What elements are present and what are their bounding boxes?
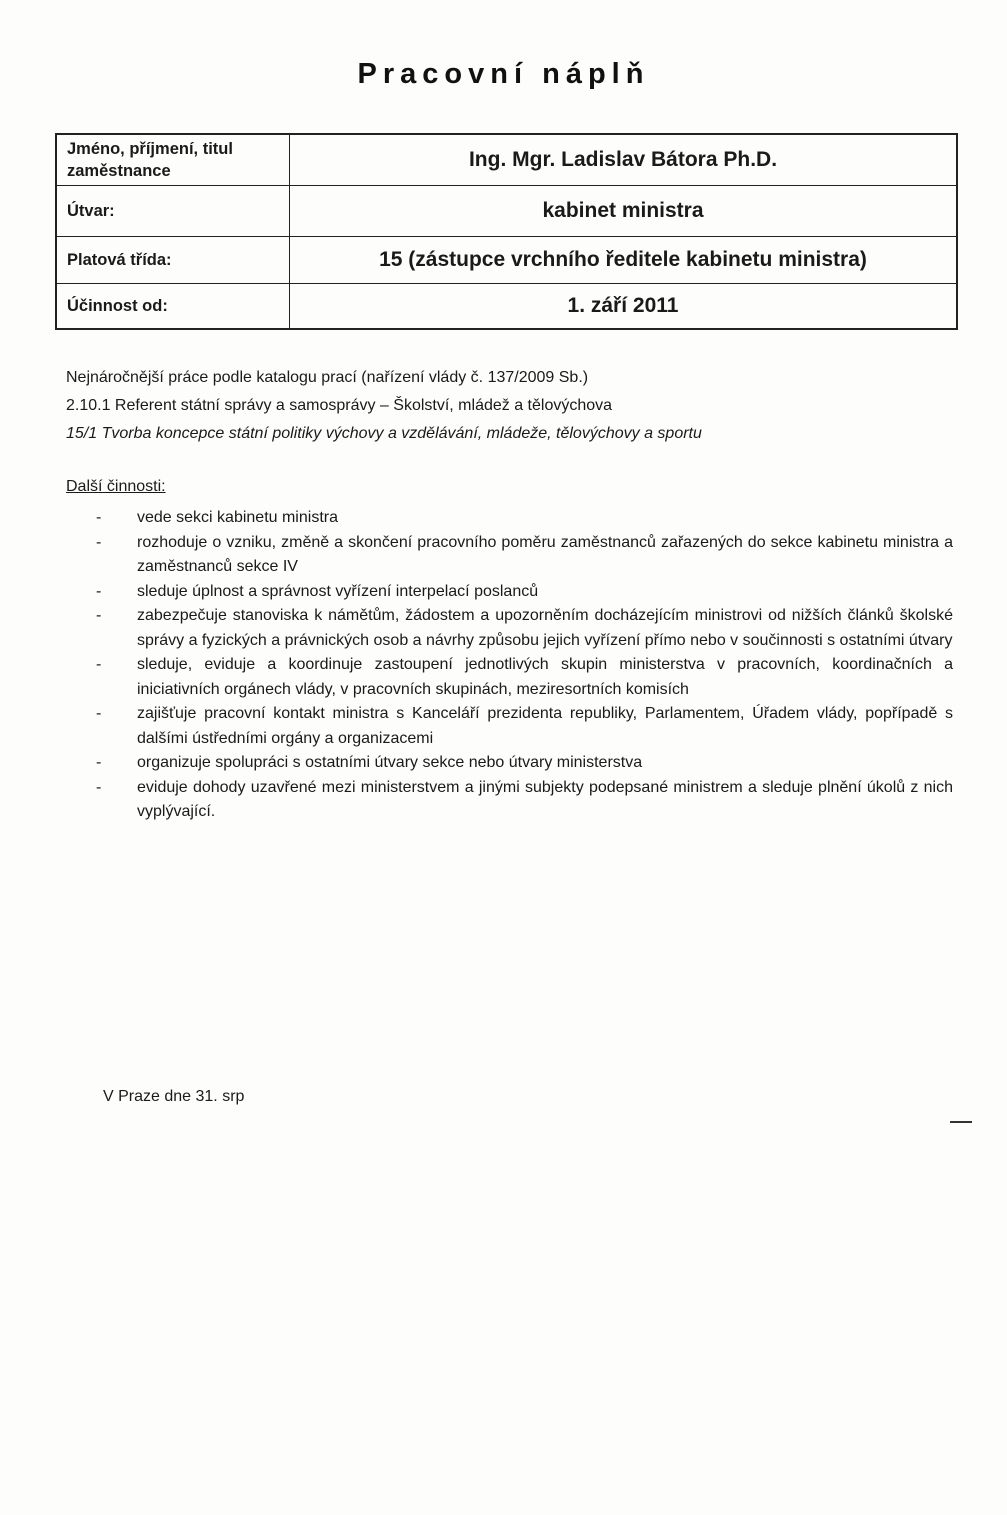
list-item-text: rozhoduje o vzniku, změně a skončení pracovního poměru zaměstnanců zařazených do sekce kabinetu ministra a zaměstnanců sekce IV: [137, 533, 953, 575]
list-item: [66, 751, 953, 776]
list-item: [66, 506, 953, 531]
list-item-text: organizuje spolupráci s ostatními útvary sekce nebo útvary ministerstva: [137, 754, 643, 771]
activities-list: [66, 506, 953, 825]
catalog-line-regulation: Nejnáročnější práce podle katalogu prací (nařízení vlády č. 137/2009 Sb.): [66, 369, 589, 386]
salary-class-value: 15 (zástupce vrchního ředitele kabinetu ministra): [290, 237, 958, 284]
list-item-text: vede sekci kabinetu ministra: [137, 509, 338, 526]
scan-mark: [950, 1121, 972, 1123]
dash-bullet-icon: -: [96, 509, 102, 526]
list-item: [66, 653, 953, 702]
dash-bullet-icon: -: [96, 656, 102, 673]
dash-bullet-icon: -: [96, 582, 102, 600]
department-value: kabinet ministra: [290, 186, 958, 237]
list-item: [66, 776, 953, 825]
dash-bullet-icon: -: [96, 754, 102, 771]
info-label: Účinnost od:: [56, 284, 290, 330]
effective-date-value: 1. září 2011: [290, 284, 958, 330]
dash-bullet-icon: -: [96, 533, 102, 551]
list-item: [66, 580, 953, 605]
dash-bullet-icon: -: [96, 705, 102, 722]
list-item: [66, 702, 953, 751]
dash-bullet-icon: -: [96, 607, 102, 624]
info-row-name: [56, 134, 957, 186]
catalog-line-code: 2.10.1 Referent státní správy a samosprávy – Školství, mládež a tělovýchova: [66, 397, 613, 414]
info-row-effective-from: [56, 284, 957, 330]
list-item-text: eviduje dohody uzavřené mezi ministerstvem a jinými subjekty podepsané ministrem a sleduje plnění úkolů z nich vyplývající.: [137, 778, 953, 820]
info-label: Jméno, příjmení, titul zaměstnance: [56, 134, 290, 186]
info-row-salary-class: [56, 237, 957, 284]
employee-info-table: [55, 133, 958, 330]
list-item: [66, 531, 953, 580]
employee-name: Ing. Mgr. Ladislav Bátora Ph.D.: [290, 134, 958, 186]
list-item-text: sleduje úplnost a správnost vyřízení interpelací poslanců: [137, 582, 539, 600]
dash-bullet-icon: -: [96, 778, 102, 796]
info-row-department: [56, 186, 957, 237]
place-and-date: V Praze dne 31. srp: [103, 1088, 245, 1105]
other-activities-heading: Další činnosti:: [66, 478, 166, 495]
list-item-text: sleduje, eviduje a koordinuje zastoupení jednotlivých skupin ministerstva v pracovních, koordinačních a iniciativních orgánech vlády, v pracovních skupinách, meziresortních komisích: [137, 656, 953, 698]
list-item-text: zajišťuje pracovní kontakt ministra s Kanceláří prezidenta republiky, Parlamentem, Úřadem vlády, popřípadě s dalšími ústředními orgány a organizacemi: [137, 705, 953, 747]
catalog-line-activity: 15/1 Tvorba koncepce státní politiky výchovy a vzdělávání, mládeže, tělovýchovy a sportu: [66, 425, 702, 442]
info-label: Útvar:: [56, 186, 290, 237]
info-label: Platová třída:: [56, 237, 290, 284]
work-catalog-section: [66, 364, 946, 448]
list-item-text: zabezpečuje stanoviska k námětům, žádostem a upozorněním docházejícím ministrovi od nižších článků školské správy a fyzických a právnických osob a návrhy způsobu jejich vyřízení přímo nebo v součinnosti s ostatními útvary: [137, 607, 953, 649]
list-item: [66, 604, 953, 653]
document-title: Pracovní náplň: [357, 58, 650, 90]
